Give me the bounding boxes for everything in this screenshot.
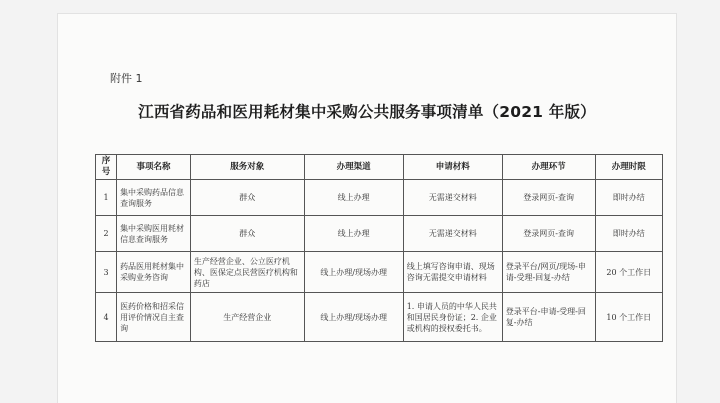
header-no: 序号 xyxy=(96,155,117,180)
header-channel: 办理渠道 xyxy=(304,155,403,180)
cell-item-name: 集中采购医用耗材信息查询服务 xyxy=(117,216,191,252)
cell-time-limit: 20 个工作日 xyxy=(595,252,663,293)
cell-materials: 无需递交材料 xyxy=(403,180,502,216)
cell-service-target: 群众 xyxy=(190,216,304,252)
table-row xyxy=(96,216,663,252)
cell-steps: 登录网页-查询 xyxy=(502,180,595,216)
cell-no: 4 xyxy=(96,293,117,342)
header-item-name: 事项名称 xyxy=(117,155,191,180)
cell-steps: 登录网页-查询 xyxy=(502,216,595,252)
cell-channel: 线上办理/现场办理 xyxy=(304,293,403,342)
cell-channel: 线上办理 xyxy=(304,180,403,216)
header-steps: 办理环节 xyxy=(502,155,595,180)
table-row xyxy=(96,180,663,216)
cell-materials: 无需递交材料 xyxy=(403,216,502,252)
cell-time-limit: 10 个工作日 xyxy=(595,293,663,342)
cell-no: 2 xyxy=(96,216,117,252)
cell-steps: 登录平台-申请-受理-回复-办结 xyxy=(502,293,595,342)
cell-service-target: 群众 xyxy=(190,180,304,216)
cell-item-name: 药品医用耗材集中采购业务咨询 xyxy=(117,252,191,293)
cell-item-name: 医药价格和招采信用评价情况自主查询 xyxy=(117,293,191,342)
cell-materials: 线上填写咨询申请、现场咨询无需提交申请材料 xyxy=(403,252,502,293)
cell-materials: 1. 申请人员的中华人民共和国居民身份证；2. 企业或机构的授权委托书。 xyxy=(403,293,502,342)
cell-time-limit: 即时办结 xyxy=(595,216,663,252)
cell-channel: 线上办理/现场办理 xyxy=(304,252,403,293)
document-page xyxy=(58,14,676,403)
cell-service-target: 生产经营企业、公立医疗机构、医保定点民营医疗机构和药店 xyxy=(190,252,304,293)
header-time-limit: 办理时限 xyxy=(595,155,663,180)
cell-no: 3 xyxy=(96,252,117,293)
cell-channel: 线上办理 xyxy=(304,216,403,252)
table-row xyxy=(96,293,663,342)
header-service-target: 服务对象 xyxy=(190,155,304,180)
annex-label: 附件 1 xyxy=(110,72,143,85)
cell-service-target: 生产经营企业 xyxy=(190,293,304,342)
cell-no: 1 xyxy=(96,180,117,216)
cell-time-limit: 即时办结 xyxy=(595,180,663,216)
document-title: 江西省药品和医用耗材集中采购公共服务事项清单（2021 年版） xyxy=(138,103,596,121)
service-items-table xyxy=(95,154,663,342)
cell-steps: 登录平台/网页/现场-申请-受理-回复-办结 xyxy=(502,252,595,293)
cell-item-name: 集中采购药品信息查询服务 xyxy=(117,180,191,216)
header-materials: 申请材料 xyxy=(403,155,502,180)
table-header-row xyxy=(96,155,663,180)
table-row xyxy=(96,252,663,293)
